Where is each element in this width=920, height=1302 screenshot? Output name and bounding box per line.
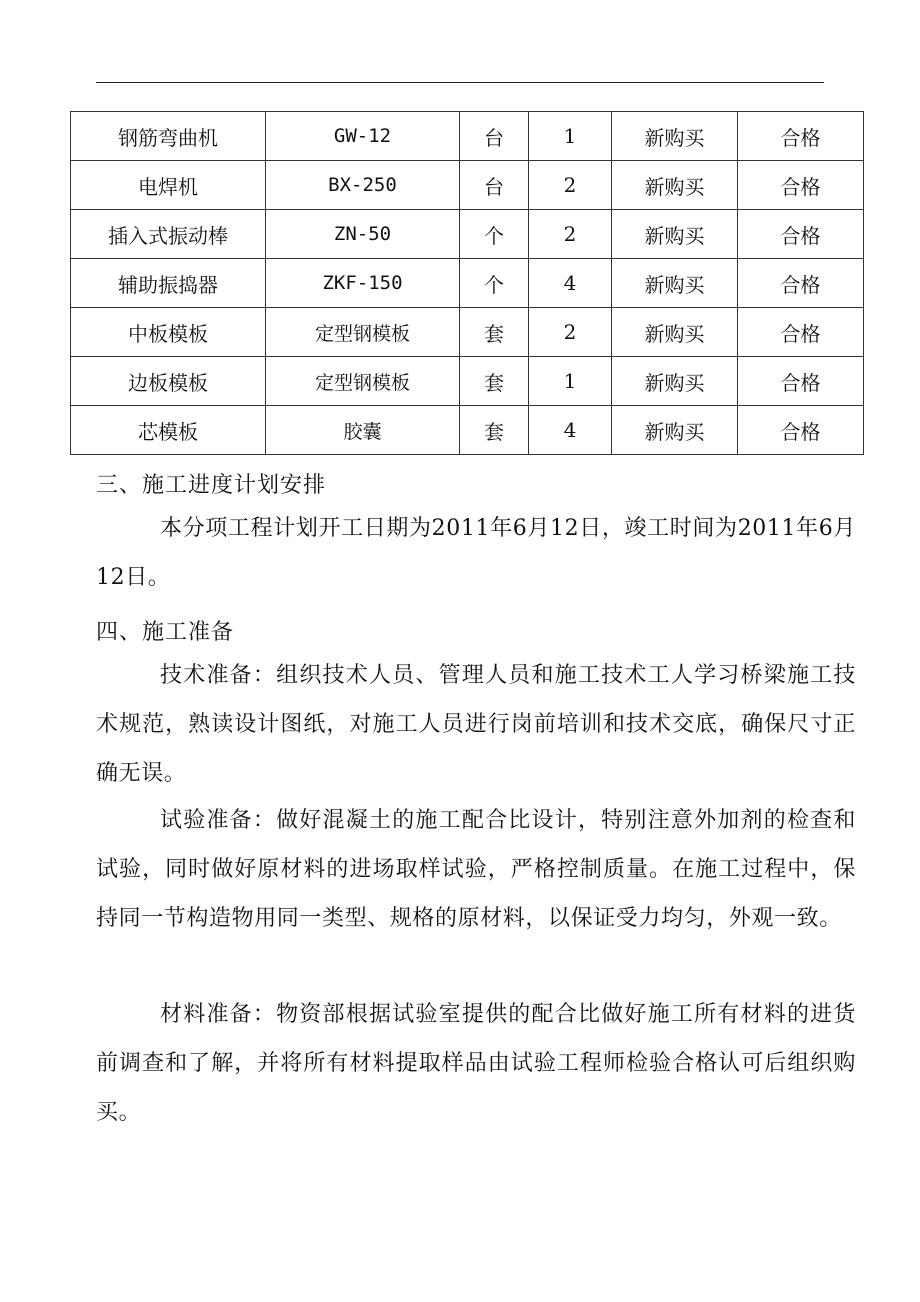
- section-4-heading: 四、施工准备: [96, 620, 235, 645]
- equipment-name-cell: 中板模板: [71, 308, 266, 357]
- equipment-name-cell: 芯模板: [71, 406, 266, 455]
- section-3-heading: 三、施工进度计划安排: [96, 473, 327, 498]
- tech-prep-paragraph: 技术准备：组织技术人员、管理人员和施工技术工人学习桥梁施工技术规范，熟读设计图纸，对施工人员进行岗前培训和技术交底，确保尺寸正确无误。: [96, 663, 856, 786]
- equipment-status-cell: 合格: [738, 259, 864, 308]
- equipment-source-cell: 新购买: [612, 406, 738, 455]
- schedule-paragraph: 本分项工程计划开工日期为2011年6月12日，竣工时间为2011年6月12日。: [96, 516, 856, 590]
- equipment-source-cell: 新购买: [612, 161, 738, 210]
- equipment-unit-cell: 套: [460, 406, 529, 455]
- equipment-quantity-cell: 2: [529, 308, 612, 357]
- equipment-model-cell: ZN-50: [266, 210, 460, 259]
- table-row: [71, 259, 864, 308]
- table-row: [71, 112, 864, 161]
- equipment-model-cell: 定型钢模板: [266, 357, 460, 406]
- equipment-unit-cell: 套: [460, 357, 529, 406]
- table-row: [71, 161, 864, 210]
- equipment-unit-cell: 台: [460, 112, 529, 161]
- equipment-table-body: [71, 112, 864, 455]
- equipment-status-cell: 合格: [738, 357, 864, 406]
- equipment-status-cell: 合格: [738, 112, 864, 161]
- equipment-source-cell: 新购买: [612, 308, 738, 357]
- equipment-source-cell: 新购买: [612, 210, 738, 259]
- equipment-quantity-cell: 4: [529, 406, 612, 455]
- table-row: [71, 210, 864, 259]
- equipment-model-cell: BX-250: [266, 161, 460, 210]
- equipment-quantity-cell: 1: [529, 112, 612, 161]
- equipment-name-cell: 钢筋弯曲机: [71, 112, 266, 161]
- header-rule: [96, 82, 824, 83]
- equipment-model-cell: ZKF-150: [266, 259, 460, 308]
- equipment-model-cell: GW-12: [266, 112, 460, 161]
- equipment-unit-cell: 个: [460, 259, 529, 308]
- equipment-unit-cell: 台: [460, 161, 529, 210]
- table-row: [71, 357, 864, 406]
- equipment-source-cell: 新购买: [612, 112, 738, 161]
- equipment-status-cell: 合格: [738, 161, 864, 210]
- equipment-name-cell: 边板模板: [71, 357, 266, 406]
- equipment-name-cell: 电焊机: [71, 161, 266, 210]
- equipment-model-cell: 定型钢模板: [266, 308, 460, 357]
- equipment-name-cell: 插入式振动棒: [71, 210, 266, 259]
- equipment-status-cell: 合格: [738, 406, 864, 455]
- equipment-quantity-cell: 2: [529, 210, 612, 259]
- equipment-name-cell: 辅助振捣器: [71, 259, 266, 308]
- equipment-quantity-cell: 1: [529, 357, 612, 406]
- test-prep-paragraph: 试验准备：做好混凝土的施工配合比设计，特别注意外加剂的检查和试验，同时做好原材料的进场取样试验，严格控制质量。在施工过程中，保持同一节构造物用同一类型、规格的原材料，以保证受力均匀，外观一致。: [96, 808, 856, 931]
- equipment-status-cell: 合格: [738, 210, 864, 259]
- equipment-source-cell: 新购买: [612, 357, 738, 406]
- table-row: [71, 406, 864, 455]
- equipment-quantity-cell: 2: [529, 161, 612, 210]
- material-prep-paragraph: 材料准备：物资部根据试验室提供的配合比做好施工所有材料的进货前调查和了解，并将所有材料提取样品由试验工程师检验合格认可后组织购买。: [96, 1002, 856, 1125]
- equipment-unit-cell: 套: [460, 308, 529, 357]
- table-row: [71, 308, 864, 357]
- equipment-unit-cell: 个: [460, 210, 529, 259]
- equipment-source-cell: 新购买: [612, 259, 738, 308]
- equipment-quantity-cell: 4: [529, 259, 612, 308]
- equipment-status-cell: 合格: [738, 308, 864, 357]
- equipment-table: [70, 111, 864, 455]
- equipment-model-cell: 胶囊: [266, 406, 460, 455]
